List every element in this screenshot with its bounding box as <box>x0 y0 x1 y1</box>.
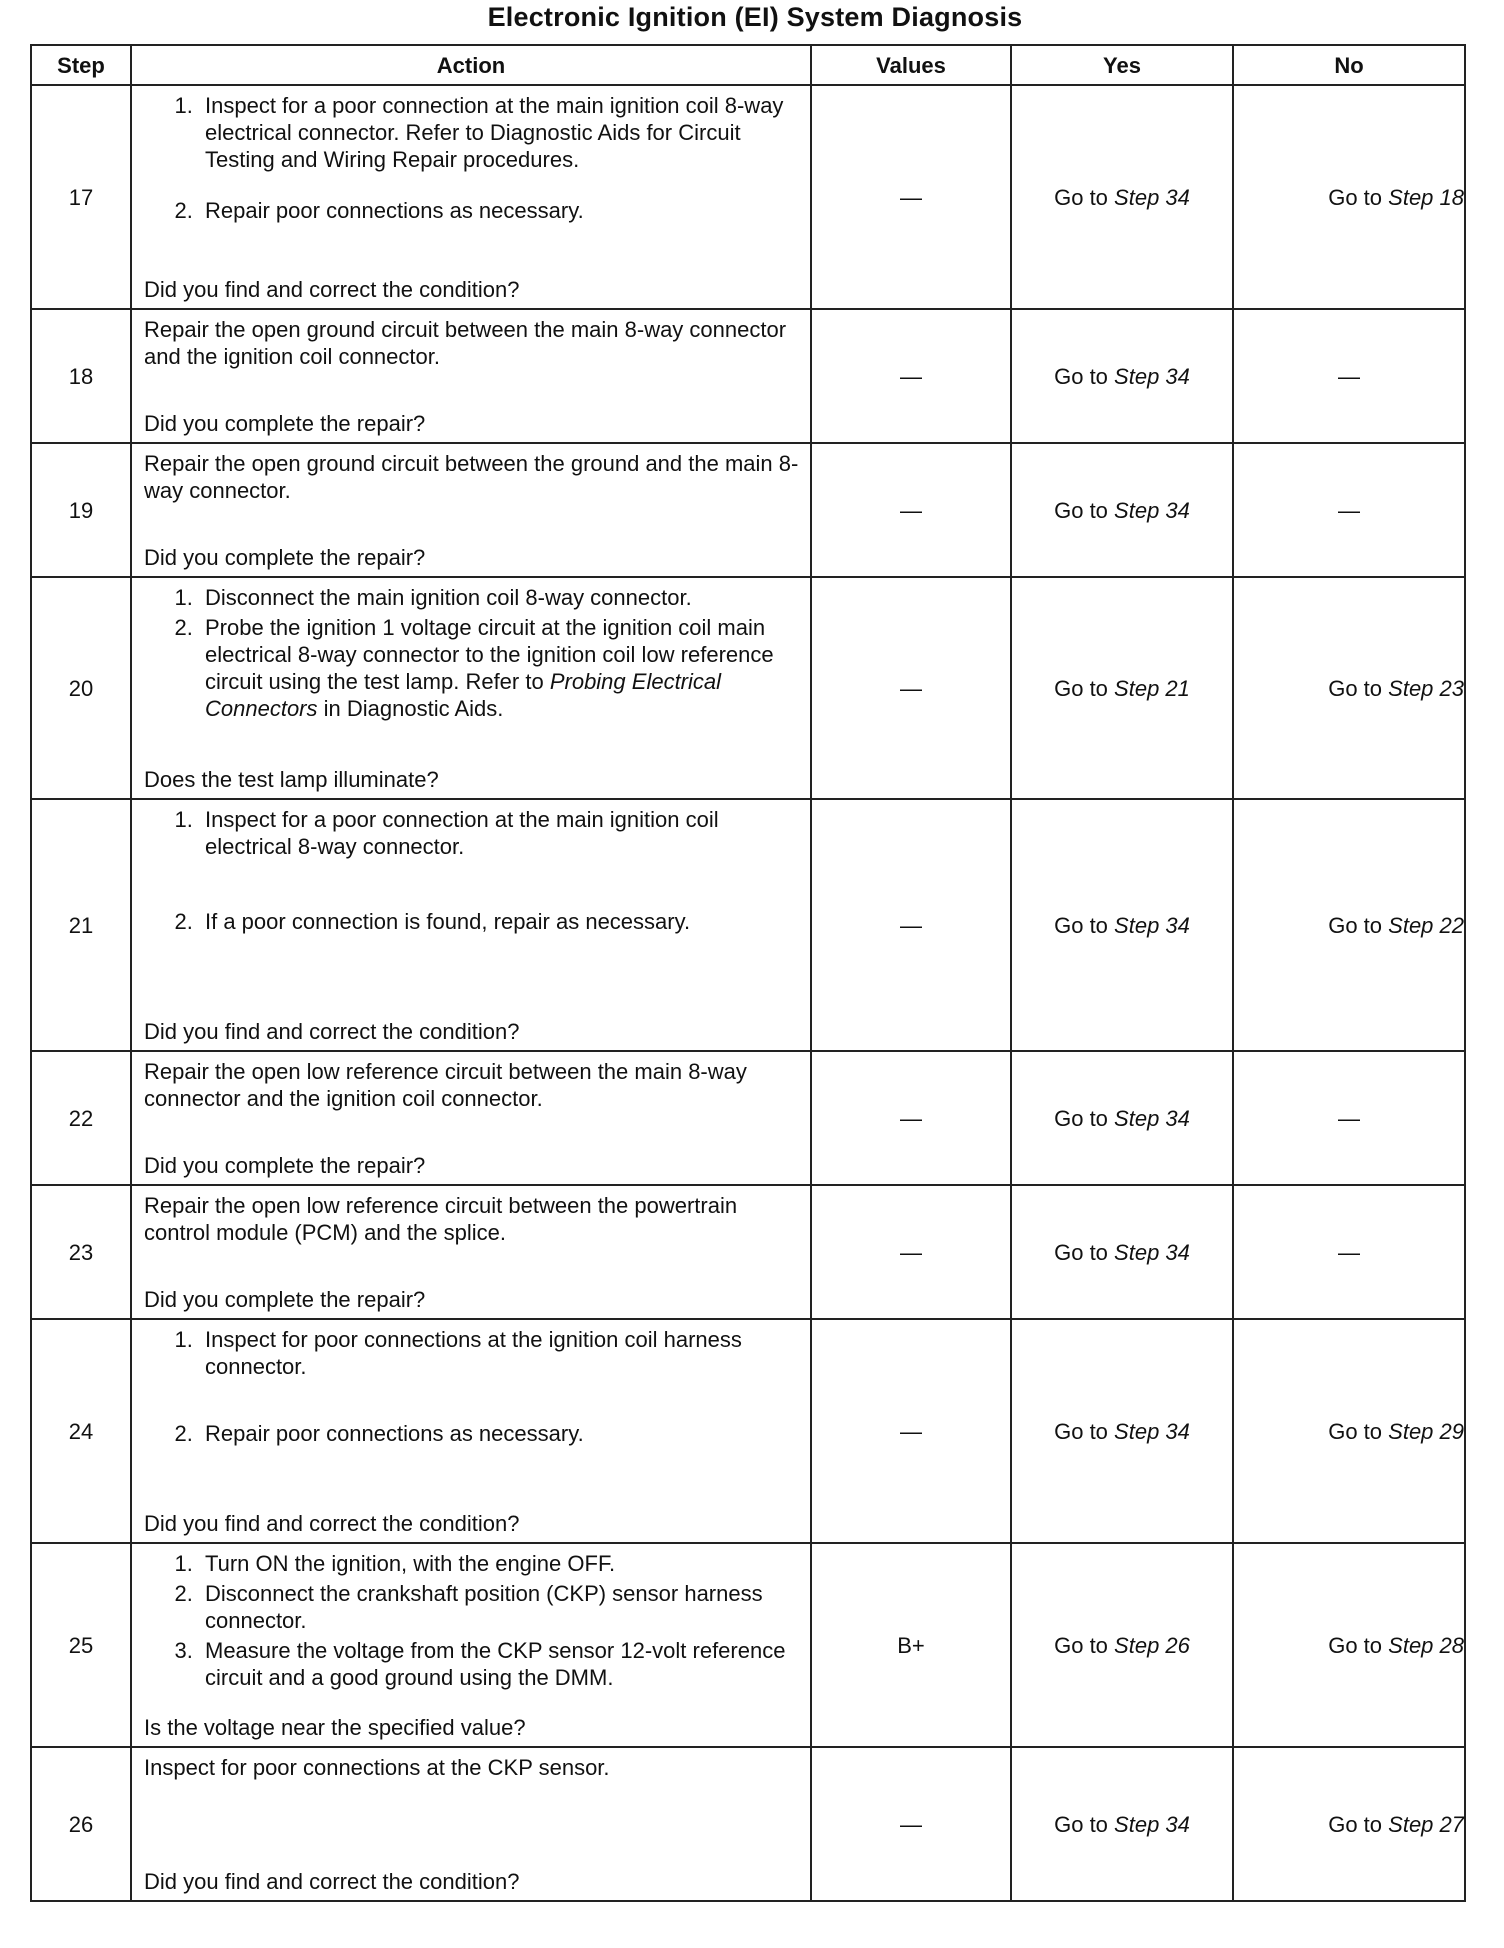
action-item: 2. Repair poor connections as necessary. <box>199 197 800 224</box>
step-number: 22 <box>31 1051 131 1185</box>
no-goto <box>1233 1747 1465 1901</box>
action-cell <box>131 577 811 799</box>
action-steps <box>144 806 800 938</box>
goto-prefix: Go to <box>1328 912 1383 938</box>
action-item: 1. Inspect for a poor connection at the main ignition coil 8-way electrical connector. Refer to Diagnostic Aids for Circuit Testing and Wiring Repair procedures. <box>199 92 800 173</box>
action-item: 1. Inspect for poor connections at the ignition coil harness connector. <box>199 1326 800 1380</box>
value-cell: — <box>811 309 1011 443</box>
action-question: Did you find and correct the condition? <box>144 1869 520 1894</box>
header-yes: Yes <box>1011 45 1233 85</box>
goto-prefix: Go to <box>1054 1418 1108 1444</box>
no-step-ref: Step 27 <box>1388 1811 1464 1837</box>
table-row <box>31 1185 1465 1319</box>
yes-step-ref: Step 34 <box>1114 912 1190 938</box>
action-steps <box>144 584 800 725</box>
yes-step-ref: Step 21 <box>1114 675 1190 701</box>
yes-goto <box>1011 1747 1233 1901</box>
no-value: — <box>1233 309 1465 443</box>
action-cell <box>131 309 811 443</box>
goto-prefix: Go to <box>1328 1418 1383 1444</box>
value-cell: B+ <box>811 1543 1011 1747</box>
no-goto <box>1233 85 1465 309</box>
action-item: 3. Measure the voltage from the CKP sensor 12-volt reference circuit and a good ground using the DMM. <box>199 1637 800 1691</box>
diagnosis-table <box>30 44 1466 1902</box>
value-cell: — <box>811 1051 1011 1185</box>
yes-step-ref: Step 34 <box>1114 1418 1190 1444</box>
header-step: Step <box>31 45 131 85</box>
value-cell: — <box>811 577 1011 799</box>
table-row <box>31 1319 1465 1543</box>
action-cell <box>131 1319 811 1543</box>
no-goto <box>1233 1319 1465 1543</box>
table-row <box>31 1051 1465 1185</box>
yes-step-ref: Step 34 <box>1114 184 1190 210</box>
action-question: Does the test lamp illuminate? <box>144 767 439 792</box>
action-item: 2. If a poor connection is found, repair as necessary. <box>199 908 800 935</box>
no-step-ref: Step 18 <box>1388 184 1464 210</box>
action-item: 1. Disconnect the main ignition coil 8-way connector. <box>199 584 800 611</box>
goto-prefix: Go to <box>1328 1632 1383 1658</box>
action-question: Is the voltage near the specified value? <box>144 1715 526 1740</box>
value-cell: — <box>811 1319 1011 1543</box>
yes-step-ref: Step 34 <box>1114 497 1190 523</box>
yes-goto <box>1011 799 1233 1051</box>
no-value: — <box>1233 1051 1465 1185</box>
action-text: Repair the open ground circuit between the ground and the main 8-way connector. <box>144 451 799 503</box>
yes-goto <box>1011 1185 1233 1319</box>
table-row <box>31 577 1465 799</box>
step-number: 20 <box>31 577 131 799</box>
yes-goto <box>1011 309 1233 443</box>
goto-prefix: Go to <box>1328 1811 1383 1837</box>
no-step-ref: Step 28 <box>1388 1632 1464 1658</box>
yes-goto <box>1011 85 1233 309</box>
action-question: Did you find and correct the condition? <box>144 277 520 302</box>
action-question: Did you complete the repair? <box>144 411 426 436</box>
step-number: 25 <box>31 1543 131 1747</box>
action-cell <box>131 1185 811 1319</box>
action-cell <box>131 85 811 309</box>
no-step-ref: Step 22 <box>1388 912 1464 938</box>
yes-step-ref: Step 34 <box>1114 1811 1190 1837</box>
step-number: 23 <box>31 1185 131 1319</box>
yes-step-ref: Step 34 <box>1114 1105 1190 1131</box>
action-question: Did you complete the repair? <box>144 1153 426 1178</box>
action-item <box>199 614 800 722</box>
page-title: Electronic Ignition (EI) System Diagnosis <box>487 2 1023 32</box>
goto-prefix: Go to <box>1328 184 1383 210</box>
yes-step-ref: Step 26 <box>1114 1632 1190 1658</box>
yes-goto <box>1011 577 1233 799</box>
action-steps <box>144 1550 800 1694</box>
action-item: 2. Disconnect the crankshaft position (CKP) sensor harness connector. <box>199 1580 800 1634</box>
step-number: 17 <box>31 85 131 309</box>
action-item-suffix: in Diagnostic Aids. <box>323 696 504 721</box>
action-item: 1. Turn ON the ignition, with the engine OFF. <box>199 1550 800 1577</box>
table-row <box>31 309 1465 443</box>
action-text: Repair the open low reference circuit between the main 8-way connector and the ignition coil connector. <box>144 1059 747 1111</box>
step-number: 24 <box>31 1319 131 1543</box>
action-question: Did you find and correct the condition? <box>144 1019 520 1044</box>
step-number: 18 <box>31 309 131 443</box>
goto-prefix: Go to <box>1054 1239 1108 1265</box>
no-step-ref: Step 23 <box>1388 675 1464 701</box>
action-cell <box>131 1543 811 1747</box>
step-number: 19 <box>31 443 131 577</box>
value-cell: — <box>811 1747 1011 1901</box>
goto-prefix: Go to <box>1054 497 1108 523</box>
goto-prefix: Go to <box>1054 912 1108 938</box>
no-goto <box>1233 1543 1465 1747</box>
step-number: 21 <box>31 799 131 1051</box>
action-item-text: Probe the ignition 1 voltage circuit at the ignition coil main electrical 8-way connector to the ignition coil low reference circuit using the test lamp. Refer to <box>205 615 774 694</box>
reference-title: Probing Electrical Connectors <box>205 669 722 721</box>
table-row <box>31 799 1465 1051</box>
yes-step-ref: Step 34 <box>1114 363 1190 389</box>
yes-goto <box>1011 1543 1233 1747</box>
step-number: 26 <box>31 1747 131 1901</box>
header-no: No <box>1233 45 1465 85</box>
no-value: — <box>1233 443 1465 577</box>
no-value: — <box>1233 1185 1465 1319</box>
goto-prefix: Go to <box>1054 1632 1108 1658</box>
table-row <box>31 85 1465 309</box>
table-header-row <box>31 45 1465 85</box>
action-text: Inspect for poor connections at the CKP sensor. <box>144 1755 610 1780</box>
yes-goto <box>1011 1319 1233 1543</box>
action-text: Repair the open low reference circuit between the powertrain control module (PCM) and the splice. <box>144 1193 738 1245</box>
action-cell <box>131 1747 811 1901</box>
goto-prefix: Go to <box>1054 363 1108 389</box>
action-item: 1. Inspect for a poor connection at the main ignition coil electrical 8-way connector. <box>199 806 800 860</box>
table-row <box>31 443 1465 577</box>
yes-goto <box>1011 443 1233 577</box>
action-text: Repair the open ground circuit between the main 8-way connector and the ignition coil connector. <box>144 317 787 369</box>
goto-prefix: Go to <box>1054 1105 1108 1131</box>
goto-prefix: Go to <box>1054 675 1108 701</box>
no-step-ref: Step 29 <box>1388 1418 1464 1444</box>
table-row <box>31 1543 1465 1747</box>
value-cell: — <box>811 799 1011 1051</box>
action-steps <box>144 1326 800 1450</box>
goto-prefix: Go to <box>1054 184 1108 210</box>
action-item: 2. Repair poor connections as necessary. <box>199 1420 800 1447</box>
action-cell <box>131 1051 811 1185</box>
value-cell: — <box>811 85 1011 309</box>
action-question: Did you complete the repair? <box>144 545 426 570</box>
action-question: Did you find and correct the condition? <box>144 1511 520 1536</box>
value-cell: — <box>811 443 1011 577</box>
value-cell: — <box>811 1185 1011 1319</box>
action-cell <box>131 799 811 1051</box>
goto-prefix: Go to <box>1054 1811 1108 1837</box>
goto-prefix: Go to <box>1328 675 1383 701</box>
yes-goto <box>1011 1051 1233 1185</box>
action-question: Did you complete the repair? <box>144 1287 426 1312</box>
header-action: Action <box>131 45 811 85</box>
header-values: Values <box>811 45 1011 85</box>
yes-step-ref: Step 34 <box>1114 1239 1190 1265</box>
action-cell <box>131 443 811 577</box>
table-row <box>31 1747 1465 1901</box>
no-goto <box>1233 577 1465 799</box>
action-steps <box>144 92 800 227</box>
no-goto <box>1233 799 1465 1051</box>
